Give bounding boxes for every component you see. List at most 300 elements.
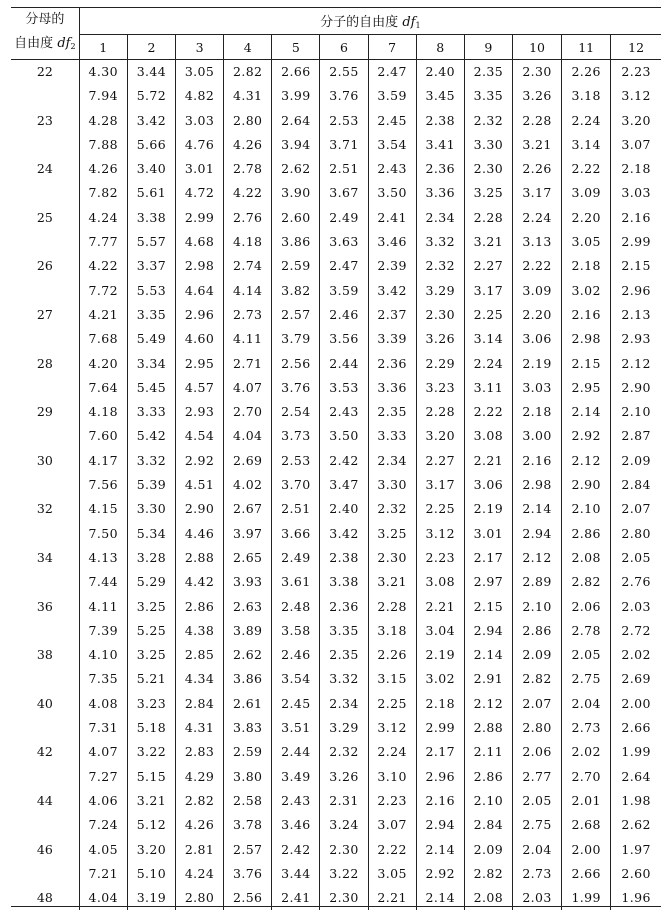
- value-cell: 5.10: [127, 862, 175, 886]
- denominator-df-cell: [11, 862, 79, 886]
- value-cell: 2.14: [416, 838, 464, 862]
- value-cell: 5.15: [127, 765, 175, 789]
- value-cell: 2.51: [320, 157, 368, 181]
- value-cell: 3.40: [127, 157, 175, 181]
- table-row: [11, 595, 661, 619]
- denominator-df-cell: 38: [11, 643, 79, 667]
- table-header: [11, 7, 661, 60]
- value-cell: 3.06: [512, 327, 561, 351]
- value-cell: 2.30: [416, 303, 464, 327]
- value-cell: 2.75: [562, 667, 611, 691]
- value-cell: 2.57: [272, 303, 320, 327]
- value-cell: 2.01: [562, 789, 611, 813]
- value-cell: 4.10: [88, 647, 118, 663]
- value-cell: 3.13: [512, 230, 561, 254]
- value-cell: 2.19: [512, 352, 561, 376]
- value-cell: 3.56: [320, 327, 368, 351]
- value-cell: 3.22: [127, 740, 175, 764]
- value-cell: 3.46: [368, 230, 416, 254]
- value-cell: 2.05: [611, 546, 661, 570]
- value-cell: 2.03: [611, 595, 661, 619]
- value-cell: 2.40: [416, 60, 464, 85]
- value-cell: 2.59: [272, 254, 320, 278]
- value-cell: 2.89: [512, 570, 561, 594]
- value-cell: 4.76: [175, 133, 223, 157]
- value-cell: 2.03: [512, 886, 561, 910]
- denominator-df-cell: [11, 667, 79, 691]
- table-row: [11, 181, 661, 205]
- value-cell: 2.28: [512, 109, 561, 133]
- column-header: 2: [127, 35, 175, 60]
- value-cell: 2.97: [464, 570, 512, 594]
- value-cell: 3.38: [127, 206, 175, 230]
- value-cell: 7.24: [88, 817, 118, 833]
- value-cell: 3.25: [127, 643, 175, 667]
- value-cell: 3.23: [127, 692, 175, 716]
- value-cell: 2.82: [224, 60, 272, 85]
- value-cell: 2.17: [416, 740, 464, 764]
- value-cell: 2.19: [416, 643, 464, 667]
- value-cell: 3.12: [416, 522, 464, 546]
- value-cell: 3.18: [562, 84, 611, 108]
- value-cell: 5.57: [127, 230, 175, 254]
- value-cell: 4.34: [175, 667, 223, 691]
- table-row: [11, 667, 661, 691]
- value-cell: 2.30: [320, 886, 368, 910]
- value-cell: 7.56: [88, 477, 118, 493]
- denominator-label-line2: 自由度: [14, 35, 54, 51]
- value-cell: 2.14: [464, 643, 512, 667]
- value-cell: 7.50: [88, 525, 118, 541]
- numerator-df-header: [79, 7, 661, 35]
- value-cell: 2.05: [512, 789, 561, 813]
- value-cell: 2.41: [368, 206, 416, 230]
- value-cell: 2.25: [464, 303, 512, 327]
- value-cell: 4.57: [175, 376, 223, 400]
- value-cell: 2.86: [512, 619, 561, 643]
- table-row: [11, 206, 661, 230]
- value-cell: 3.47: [320, 473, 368, 497]
- value-cell: 3.06: [464, 473, 512, 497]
- table-row: [11, 376, 661, 400]
- value-cell: 2.44: [272, 740, 320, 764]
- value-cell: 3.18: [368, 619, 416, 643]
- value-cell: 2.88: [175, 546, 223, 570]
- value-cell: 2.22: [512, 254, 561, 278]
- value-cell: 2.80: [611, 522, 661, 546]
- denominator-df-cell: 40: [11, 692, 79, 716]
- value-cell: 2.78: [562, 619, 611, 643]
- value-cell: 2.28: [368, 595, 416, 619]
- value-cell: 3.86: [224, 667, 272, 691]
- value-cell: 2.22: [368, 838, 416, 862]
- value-cell: 2.56: [272, 352, 320, 376]
- table-row: [11, 109, 661, 133]
- value-cell: 4.64: [175, 279, 223, 303]
- value-cell: 2.09: [611, 449, 661, 473]
- value-cell: 1.98: [611, 789, 661, 813]
- value-cell: 2.36: [416, 157, 464, 181]
- value-cell: 3.19: [127, 886, 175, 910]
- denominator-df-cell: [11, 327, 79, 351]
- value-cell: 5.53: [127, 279, 175, 303]
- denominator-df-header: [11, 7, 79, 60]
- value-cell: 1.99: [562, 886, 611, 910]
- value-cell: 7.44: [88, 574, 118, 590]
- table-row: [11, 765, 661, 789]
- value-cell: 2.02: [611, 643, 661, 667]
- value-cell: 3.82: [272, 279, 320, 303]
- value-cell: 2.26: [512, 157, 561, 181]
- value-cell: 2.55: [320, 60, 368, 85]
- value-cell: 2.43: [368, 157, 416, 181]
- value-cell: 2.24: [512, 206, 561, 230]
- value-cell: 2.24: [464, 352, 512, 376]
- value-cell: 3.44: [272, 862, 320, 886]
- value-cell: 2.31: [320, 789, 368, 813]
- value-cell: 2.80: [512, 716, 561, 740]
- value-cell: 4.08: [88, 695, 118, 711]
- value-cell: 2.16: [562, 303, 611, 327]
- value-cell: 3.39: [368, 327, 416, 351]
- value-cell: 2.69: [611, 667, 661, 691]
- value-cell: 3.24: [320, 813, 368, 837]
- value-cell: 2.84: [464, 813, 512, 837]
- value-cell: 2.71: [224, 352, 272, 376]
- value-cell: 3.67: [320, 181, 368, 205]
- value-cell: 2.84: [175, 692, 223, 716]
- value-cell: 2.76: [611, 570, 661, 594]
- value-cell: 2.72: [611, 619, 661, 643]
- table-row: [11, 424, 661, 448]
- table-row: [11, 303, 661, 327]
- value-cell: 2.10: [464, 789, 512, 813]
- value-cell: 4.46: [175, 522, 223, 546]
- value-cell: 3.09: [512, 279, 561, 303]
- value-cell: 2.15: [562, 352, 611, 376]
- value-cell: 3.59: [320, 279, 368, 303]
- value-cell: 2.29: [416, 352, 464, 376]
- table-row: [11, 400, 661, 424]
- value-cell: 2.70: [562, 765, 611, 789]
- value-cell: 2.92: [175, 449, 223, 473]
- value-cell: 2.61: [224, 692, 272, 716]
- value-cell: 2.99: [611, 230, 661, 254]
- value-cell: 2.73: [562, 716, 611, 740]
- value-cell: 4.26: [224, 133, 272, 157]
- denominator-df-cell: [11, 813, 79, 837]
- value-cell: 7.77: [88, 234, 118, 250]
- value-cell: 2.95: [562, 376, 611, 400]
- value-cell: 2.21: [416, 595, 464, 619]
- value-cell: 3.12: [368, 716, 416, 740]
- value-cell: 7.82: [88, 185, 118, 201]
- value-cell: 2.43: [272, 789, 320, 813]
- value-cell: 4.24: [175, 862, 223, 886]
- value-cell: 3.61: [272, 570, 320, 594]
- value-cell: 2.58: [224, 789, 272, 813]
- denominator-df-cell: [11, 279, 79, 303]
- value-cell: 2.53: [272, 449, 320, 473]
- value-cell: 2.84: [611, 473, 661, 497]
- value-cell: 2.42: [272, 838, 320, 862]
- value-cell: 7.68: [88, 331, 118, 347]
- value-cell: 2.62: [272, 157, 320, 181]
- column-header: 3: [175, 35, 223, 60]
- table-row: [11, 862, 661, 886]
- numerator-label: 分子的自由度: [320, 15, 399, 30]
- value-cell: 3.59: [368, 84, 416, 108]
- value-cell: 5.18: [127, 716, 175, 740]
- value-cell: 3.01: [175, 157, 223, 181]
- value-cell: 3.21: [512, 133, 561, 157]
- value-cell: 2.20: [512, 303, 561, 327]
- value-cell: 2.60: [272, 206, 320, 230]
- value-cell: 2.70: [224, 400, 272, 424]
- table-row: [11, 838, 661, 862]
- value-cell: 2.32: [416, 254, 464, 278]
- value-cell: 2.15: [464, 595, 512, 619]
- value-cell: 2.36: [368, 352, 416, 376]
- denominator-df-cell: 27: [11, 303, 79, 327]
- value-cell: 2.00: [562, 838, 611, 862]
- value-cell: 2.00: [611, 692, 661, 716]
- value-cell: 3.26: [512, 84, 561, 108]
- value-cell: 3.35: [464, 84, 512, 108]
- value-cell: 3.14: [562, 133, 611, 157]
- value-cell: 2.06: [562, 595, 611, 619]
- denominator-df-cell: [11, 133, 79, 157]
- value-cell: 2.96: [611, 279, 661, 303]
- value-cell: 2.93: [611, 327, 661, 351]
- table-row: [11, 60, 661, 85]
- value-cell: 4.68: [175, 230, 223, 254]
- denominator-df-cell: [11, 522, 79, 546]
- value-cell: 5.61: [127, 181, 175, 205]
- value-cell: 3.28: [127, 546, 175, 570]
- value-cell: 7.64: [88, 379, 118, 395]
- numerator-var: df: [402, 15, 416, 30]
- value-cell: 2.04: [512, 838, 561, 862]
- value-cell: 2.32: [464, 109, 512, 133]
- value-cell: 3.29: [416, 279, 464, 303]
- value-cell: 3.04: [416, 619, 464, 643]
- value-cell: 2.74: [224, 254, 272, 278]
- value-cell: 2.76: [224, 206, 272, 230]
- value-cell: 3.12: [611, 84, 661, 108]
- value-cell: 2.45: [272, 692, 320, 716]
- value-cell: 2.28: [464, 206, 512, 230]
- value-cell: 5.49: [127, 327, 175, 351]
- value-cell: 3.32: [127, 449, 175, 473]
- value-cell: 2.24: [562, 109, 611, 133]
- value-cell: 2.59: [224, 740, 272, 764]
- table-row: [11, 619, 661, 643]
- column-header: 10: [512, 35, 561, 60]
- value-cell: 5.66: [127, 133, 175, 157]
- value-cell: 5.45: [127, 376, 175, 400]
- value-cell: 2.36: [320, 595, 368, 619]
- value-cell: 2.49: [320, 206, 368, 230]
- value-cell: 3.42: [127, 109, 175, 133]
- value-cell: 3.29: [320, 716, 368, 740]
- value-cell: 3.46: [272, 813, 320, 837]
- value-cell: 3.50: [320, 424, 368, 448]
- value-cell: 3.09: [562, 181, 611, 205]
- value-cell: 5.72: [127, 84, 175, 108]
- value-cell: 4.02: [224, 473, 272, 497]
- table-row: [11, 692, 661, 716]
- value-cell: 7.35: [88, 671, 118, 687]
- value-cell: 5.12: [127, 813, 175, 837]
- value-cell: 2.85: [175, 643, 223, 667]
- denominator-df-cell: 34: [11, 546, 79, 570]
- value-cell: 2.15: [611, 254, 661, 278]
- table-row: [11, 886, 661, 910]
- value-cell: 2.92: [562, 424, 611, 448]
- column-header: 7: [368, 35, 416, 60]
- value-cell: 2.53: [320, 109, 368, 133]
- value-cell: 3.79: [272, 327, 320, 351]
- f-distribution-table: [11, 7, 661, 910]
- value-cell: 2.96: [175, 303, 223, 327]
- value-cell: 7.21: [88, 865, 118, 881]
- table-row: [11, 84, 661, 108]
- value-cell: 2.24: [368, 740, 416, 764]
- value-cell: 2.32: [320, 740, 368, 764]
- value-cell: 2.51: [272, 497, 320, 521]
- value-cell: 2.35: [368, 400, 416, 424]
- value-cell: 3.21: [127, 789, 175, 813]
- value-cell: 3.00: [512, 424, 561, 448]
- table-row: [11, 157, 661, 181]
- value-cell: 2.60: [611, 862, 661, 886]
- value-cell: 3.42: [320, 522, 368, 546]
- value-cell: 3.35: [320, 619, 368, 643]
- value-cell: 2.42: [320, 449, 368, 473]
- table-row: [11, 740, 661, 764]
- value-cell: 4.24: [88, 209, 118, 225]
- value-cell: 2.27: [416, 449, 464, 473]
- value-cell: 3.34: [127, 352, 175, 376]
- value-cell: 2.94: [464, 619, 512, 643]
- value-cell: 3.51: [272, 716, 320, 740]
- value-cell: 4.60: [175, 327, 223, 351]
- value-cell: 4.05: [88, 841, 118, 857]
- value-cell: 2.65: [224, 546, 272, 570]
- denominator-df-cell: [11, 376, 79, 400]
- value-cell: 2.22: [464, 400, 512, 424]
- value-cell: 5.25: [127, 619, 175, 643]
- value-cell: 4.18: [224, 230, 272, 254]
- value-cell: 3.30: [464, 133, 512, 157]
- value-cell: 2.46: [320, 303, 368, 327]
- table-row: [11, 449, 661, 473]
- value-cell: 2.17: [464, 546, 512, 570]
- denominator-sub: 2: [70, 41, 76, 51]
- value-cell: 4.22: [88, 258, 118, 274]
- denominator-df-cell: [11, 765, 79, 789]
- column-header: 1: [79, 35, 127, 60]
- value-cell: 2.18: [611, 157, 661, 181]
- value-cell: 7.94: [88, 88, 118, 104]
- value-cell: 2.40: [320, 497, 368, 521]
- value-cell: 2.47: [368, 60, 416, 85]
- value-cell: 2.13: [611, 303, 661, 327]
- value-cell: 2.82: [464, 862, 512, 886]
- value-cell: 7.39: [88, 622, 118, 638]
- value-cell: 2.18: [562, 254, 611, 278]
- value-cell: 2.91: [464, 667, 512, 691]
- column-header-row: [11, 35, 661, 60]
- denominator-df-cell: 32: [11, 497, 79, 521]
- table-row: [11, 497, 661, 521]
- value-cell: 4.82: [175, 84, 223, 108]
- value-cell: 3.97: [224, 522, 272, 546]
- value-cell: 2.09: [464, 838, 512, 862]
- value-cell: 4.04: [224, 424, 272, 448]
- value-cell: 4.07: [88, 744, 118, 760]
- value-cell: 3.76: [272, 376, 320, 400]
- value-cell: 3.35: [127, 303, 175, 327]
- value-cell: 4.26: [175, 813, 223, 837]
- value-cell: 3.20: [611, 109, 661, 133]
- value-cell: 3.17: [512, 181, 561, 205]
- value-cell: 3.25: [464, 181, 512, 205]
- denominator-df-cell: 36: [11, 595, 79, 619]
- value-cell: 3.38: [320, 570, 368, 594]
- value-cell: 3.58: [272, 619, 320, 643]
- value-cell: 5.29: [127, 570, 175, 594]
- value-cell: 2.28: [416, 400, 464, 424]
- value-cell: 3.08: [464, 424, 512, 448]
- value-cell: 3.49: [272, 765, 320, 789]
- value-cell: 2.02: [562, 740, 611, 764]
- value-cell: 3.93: [224, 570, 272, 594]
- denominator-df-cell: [11, 230, 79, 254]
- denominator-label-line1: 分母的: [25, 11, 65, 27]
- value-cell: 2.77: [512, 765, 561, 789]
- value-cell: 4.31: [224, 84, 272, 108]
- value-cell: 2.14: [562, 400, 611, 424]
- value-cell: 2.90: [611, 376, 661, 400]
- value-cell: 4.18: [88, 404, 118, 420]
- table-row: [11, 522, 661, 546]
- value-cell: 2.95: [175, 352, 223, 376]
- value-cell: 2.62: [611, 813, 661, 837]
- denominator-df-cell: 23: [11, 109, 79, 133]
- value-cell: 3.17: [416, 473, 464, 497]
- value-cell: 4.72: [175, 181, 223, 205]
- denominator-df-cell: 42: [11, 740, 79, 764]
- value-cell: 1.96: [611, 886, 661, 910]
- value-cell: 3.63: [320, 230, 368, 254]
- value-cell: 2.38: [320, 546, 368, 570]
- value-cell: 2.48: [272, 595, 320, 619]
- value-cell: 2.16: [611, 206, 661, 230]
- value-cell: 7.72: [88, 282, 118, 298]
- value-cell: 3.99: [272, 84, 320, 108]
- value-cell: 2.64: [611, 765, 661, 789]
- value-cell: 2.94: [512, 522, 561, 546]
- denominator-df-cell: [11, 619, 79, 643]
- value-cell: 2.11: [464, 740, 512, 764]
- value-cell: 2.46: [272, 643, 320, 667]
- value-cell: 2.30: [464, 157, 512, 181]
- value-cell: 3.02: [416, 667, 464, 691]
- value-cell: 3.10: [368, 765, 416, 789]
- value-cell: 3.15: [368, 667, 416, 691]
